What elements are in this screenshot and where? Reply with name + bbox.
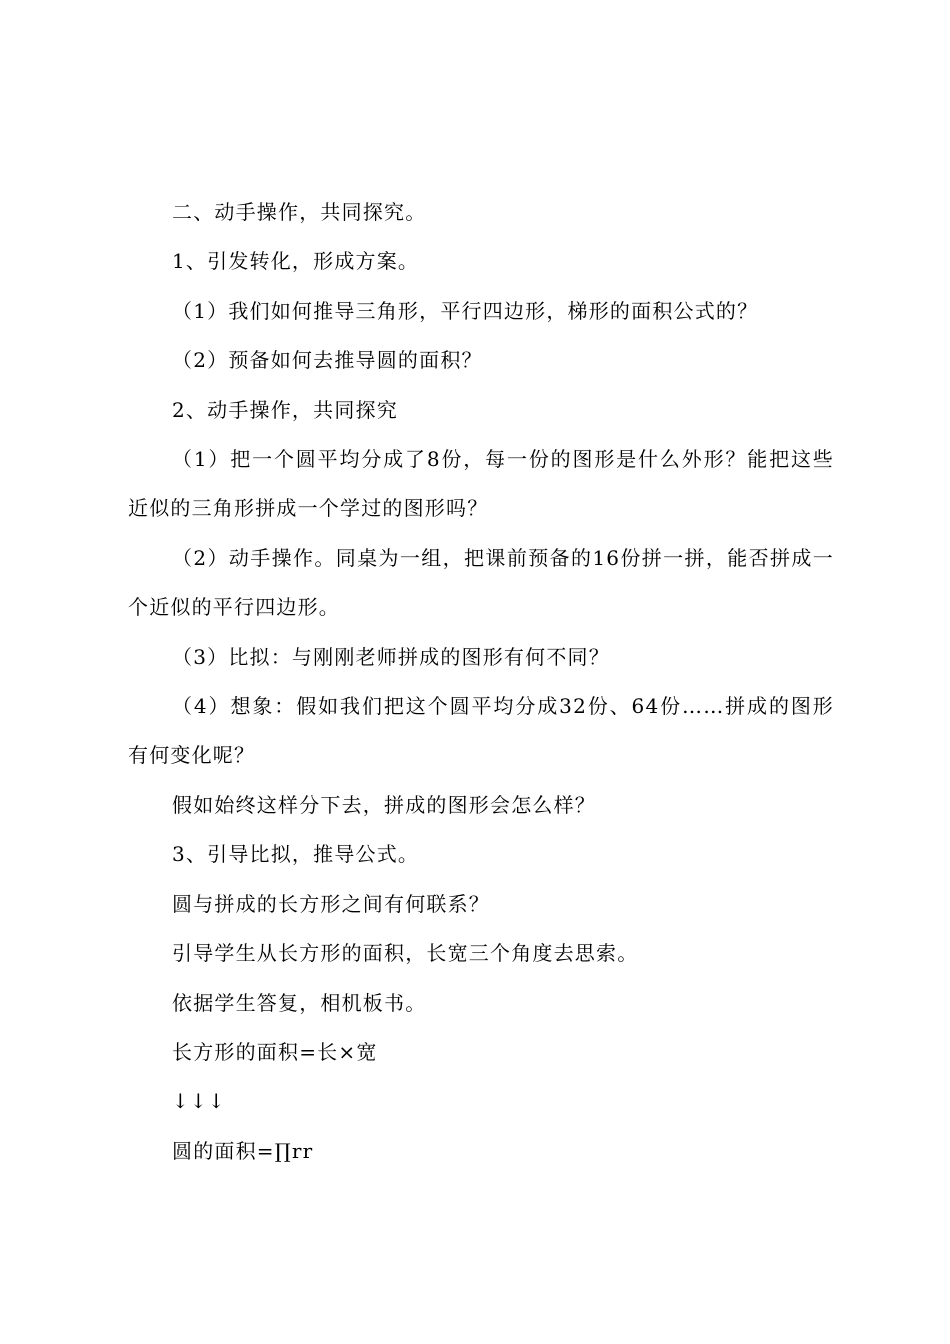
step-heading-3: 3、引导比拟，推导公式。 xyxy=(172,842,420,867)
question-2: （2）预备如何去推导圆的面积？ xyxy=(172,348,483,373)
activity-2: （2）动手操作。同桌为一组，把课前预备的16份拼一拼，能否拼成一个近似的平行四边形。 xyxy=(128,545,834,620)
step-heading-2: 2、动手操作，共同探究 xyxy=(172,397,398,422)
down-arrows: ↓↓↓ xyxy=(172,1089,226,1114)
activity-3: （3）比拟：与刚刚老师拼成的图形有何不同？ xyxy=(172,644,610,669)
relation-question: 圆与拼成的长方形之间有何联系？ xyxy=(172,891,490,916)
circle-formula: 圆的面积=∏rr xyxy=(172,1138,314,1163)
activity-1: （1）把一个圆平均分成了8份，每一份的图形是什么外形？能把这些近似的三角形拼成一个学过的图形吗？ xyxy=(128,447,834,521)
step-heading-1: 1、引发转化，形成方案。 xyxy=(172,249,420,274)
question-1: （1）我们如何推导三角形，平行四边形，梯形的面积公式的？ xyxy=(172,298,759,323)
followup-question: 假如始终这样分下去，拼成的图形会怎么样？ xyxy=(172,792,596,817)
document-body xyxy=(128,188,834,1176)
activity-4: （4）想象：假如我们把这个圆平均分成32份、64份……拼成的图形有何变化呢？ xyxy=(128,694,834,768)
rectangle-formula: 长方形的面积=长×宽 xyxy=(172,1039,378,1064)
section-heading: 二、动手操作，共同探究。 xyxy=(172,200,427,224)
board-note: 依据学生答复，相机板书。 xyxy=(172,990,427,1015)
guidance-text: 引导学生从长方形的面积，长宽三个角度去思索。 xyxy=(172,941,639,966)
